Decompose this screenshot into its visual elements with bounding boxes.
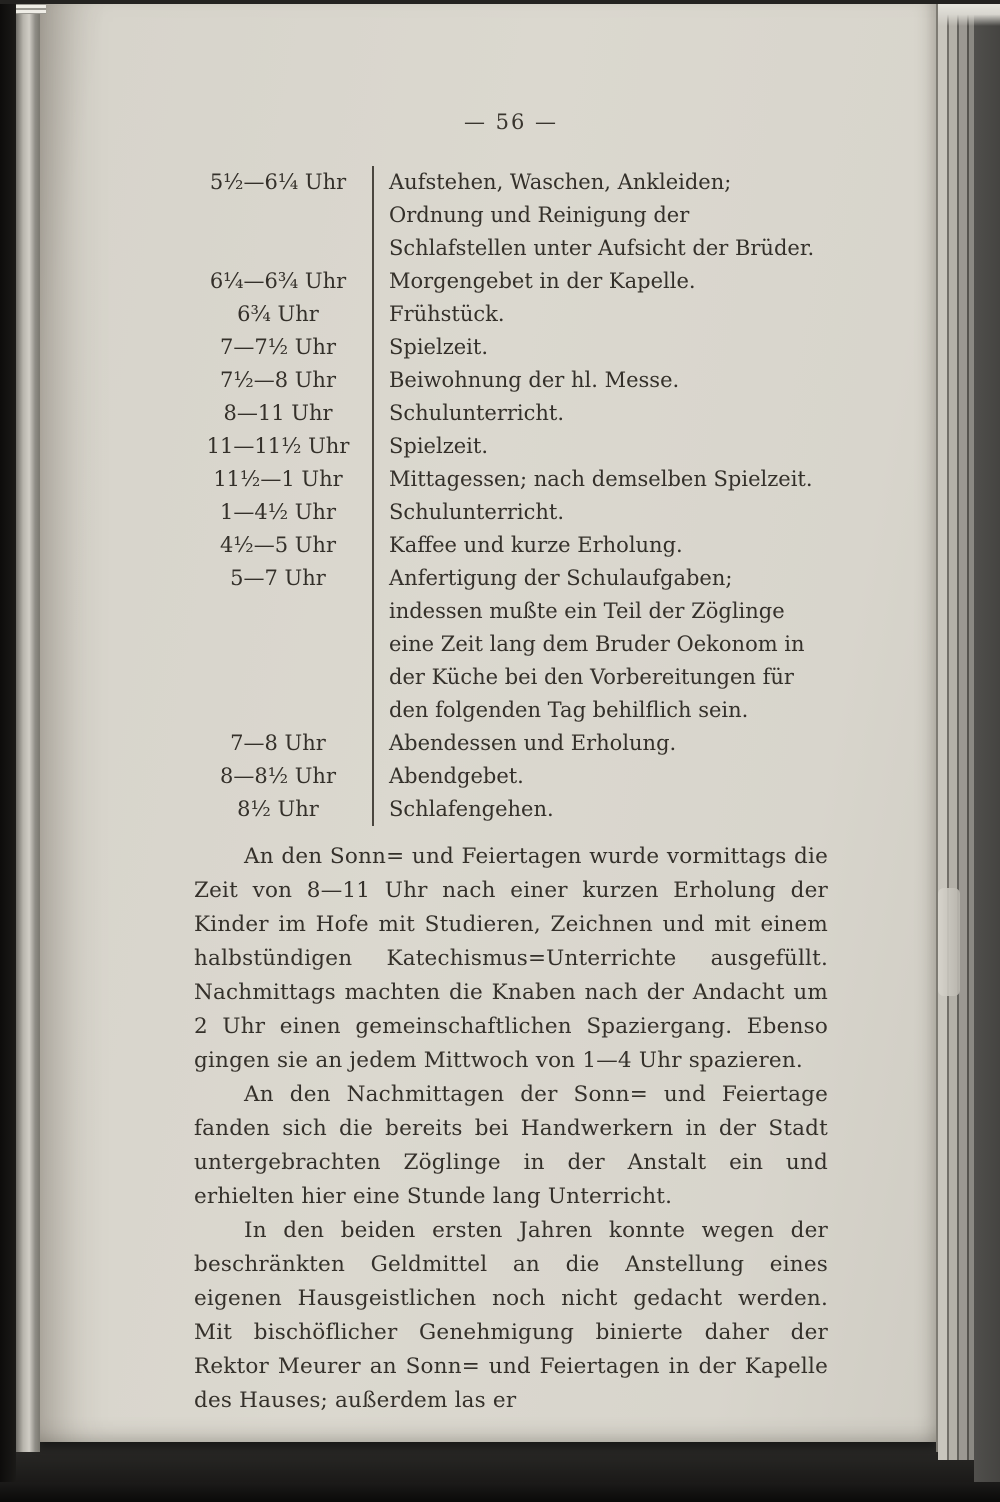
body-paragraph: In den beiden ersten Jahren konnte wegen der beschränkten Geldmittel an die Anstellung eines eigenen Hausgeistlichen noch nicht gedacht werden. Mit bischöflicher Genehmigung binierte daher der Rektor Meurer an Sonn= und Feiertagen in der Kapelle des Hauses; außerdem las er — [194, 1218, 828, 1413]
schedule-table — [194, 166, 828, 826]
page-right-edge — [936, 0, 938, 1452]
schedule-activity: Mittagessen; nach demselben Spielzeit. — [372, 463, 828, 496]
schedule-activity: Kaffee und kurze Erholung. — [372, 529, 828, 562]
schedule-activity: Anfertigung der Schulaufgaben; indessen mußte ein Teil der Zöglinge eine Zeit lang dem Bruder Oekonom in der Küche bei den Vorbereitungen für den folgenden Tag behilflich sein. — [372, 562, 828, 727]
schedule-activity: Beiwohnung der hl. Messe. — [372, 364, 828, 397]
schedule-time: 7½—8 Uhr — [219, 368, 336, 392]
schedule-time: 11½—1 Uhr — [213, 467, 343, 491]
schedule-activity: Abendessen und Erholung. — [372, 727, 828, 760]
schedule-activity: Schlafengehen. — [372, 793, 828, 826]
scan-bottom-edge — [0, 1482, 1000, 1502]
schedule-activity: Frühstück. — [372, 298, 828, 331]
schedule-time: 5—7 Uhr — [230, 566, 326, 590]
right-page-curl — [938, 888, 960, 996]
schedule-activity: Spielzeit. — [372, 331, 828, 364]
schedule-time: 11—11½ Uhr — [206, 434, 350, 458]
left-binding-edge — [0, 0, 16, 1502]
schedule-time: 8½ Uhr — [237, 797, 319, 821]
body-text — [194, 840, 828, 1418]
scan-top-edge — [0, 0, 1000, 4]
schedule-time: 4½—5 Uhr — [219, 533, 336, 557]
body-paragraph: An den Sonn= und Feiertagen wurde vormittags die Zeit von 8—11 Uhr nach einer kurzen Erholung der Kinder im Hofe mit Studieren, Zeichnen und mit einem halbstündigen Katechismus=Unterrichte ausgefüllt. Nachmittags machten die Knaben nach der Andacht um 2 Uhr einen gemeinschaftlichen Spaziergang. Ebenso gingen sie an jedem Mittwoch von 1—4 Uhr spazieren. — [194, 844, 828, 1073]
schedule-time: 8—8½ Uhr — [219, 764, 336, 788]
schedule-time: 8—11 Uhr — [223, 401, 333, 425]
right-background — [974, 0, 1000, 1502]
schedule-activity: Schulunterricht. — [372, 397, 828, 430]
schedule-activity: Schulunterricht. — [372, 496, 828, 529]
page-number: — 56 — — [463, 110, 559, 134]
schedule-activity: Aufstehen, Waschen, Ankleiden; Ordnung und Reinigung der Schlafstellen unter Aufsicht der Brüder. — [372, 166, 828, 265]
schedule-time: 6¾ Uhr — [237, 302, 319, 326]
schedule-time: 7—7½ Uhr — [219, 335, 336, 359]
schedule-time: 5½—6¼ Uhr — [209, 170, 347, 194]
body-paragraph: An den Nachmittagen der Sonn= und Feiertage fanden sich die bereits bei Handwerkern in der Stadt untergebrachten Zöglinge in der Anstalt ein und erhielten hier eine Stunde lang Unterricht. — [194, 1082, 828, 1209]
schedule-activity: Abendgebet. — [372, 760, 828, 793]
schedule-time: 6¼—6¾ Uhr — [209, 269, 347, 293]
schedule-time: 1—4½ Uhr — [219, 500, 336, 524]
schedule-activity: Morgengebet in der Kapelle. — [372, 265, 828, 298]
page-content — [194, 110, 828, 1418]
schedule-time: 7—8 Uhr — [230, 731, 326, 755]
schedule-activity: Spielzeit. — [372, 430, 828, 463]
right-page-stack-edges — [938, 0, 974, 1460]
left-page-edges — [16, 0, 40, 1452]
book-page — [38, 2, 936, 1442]
